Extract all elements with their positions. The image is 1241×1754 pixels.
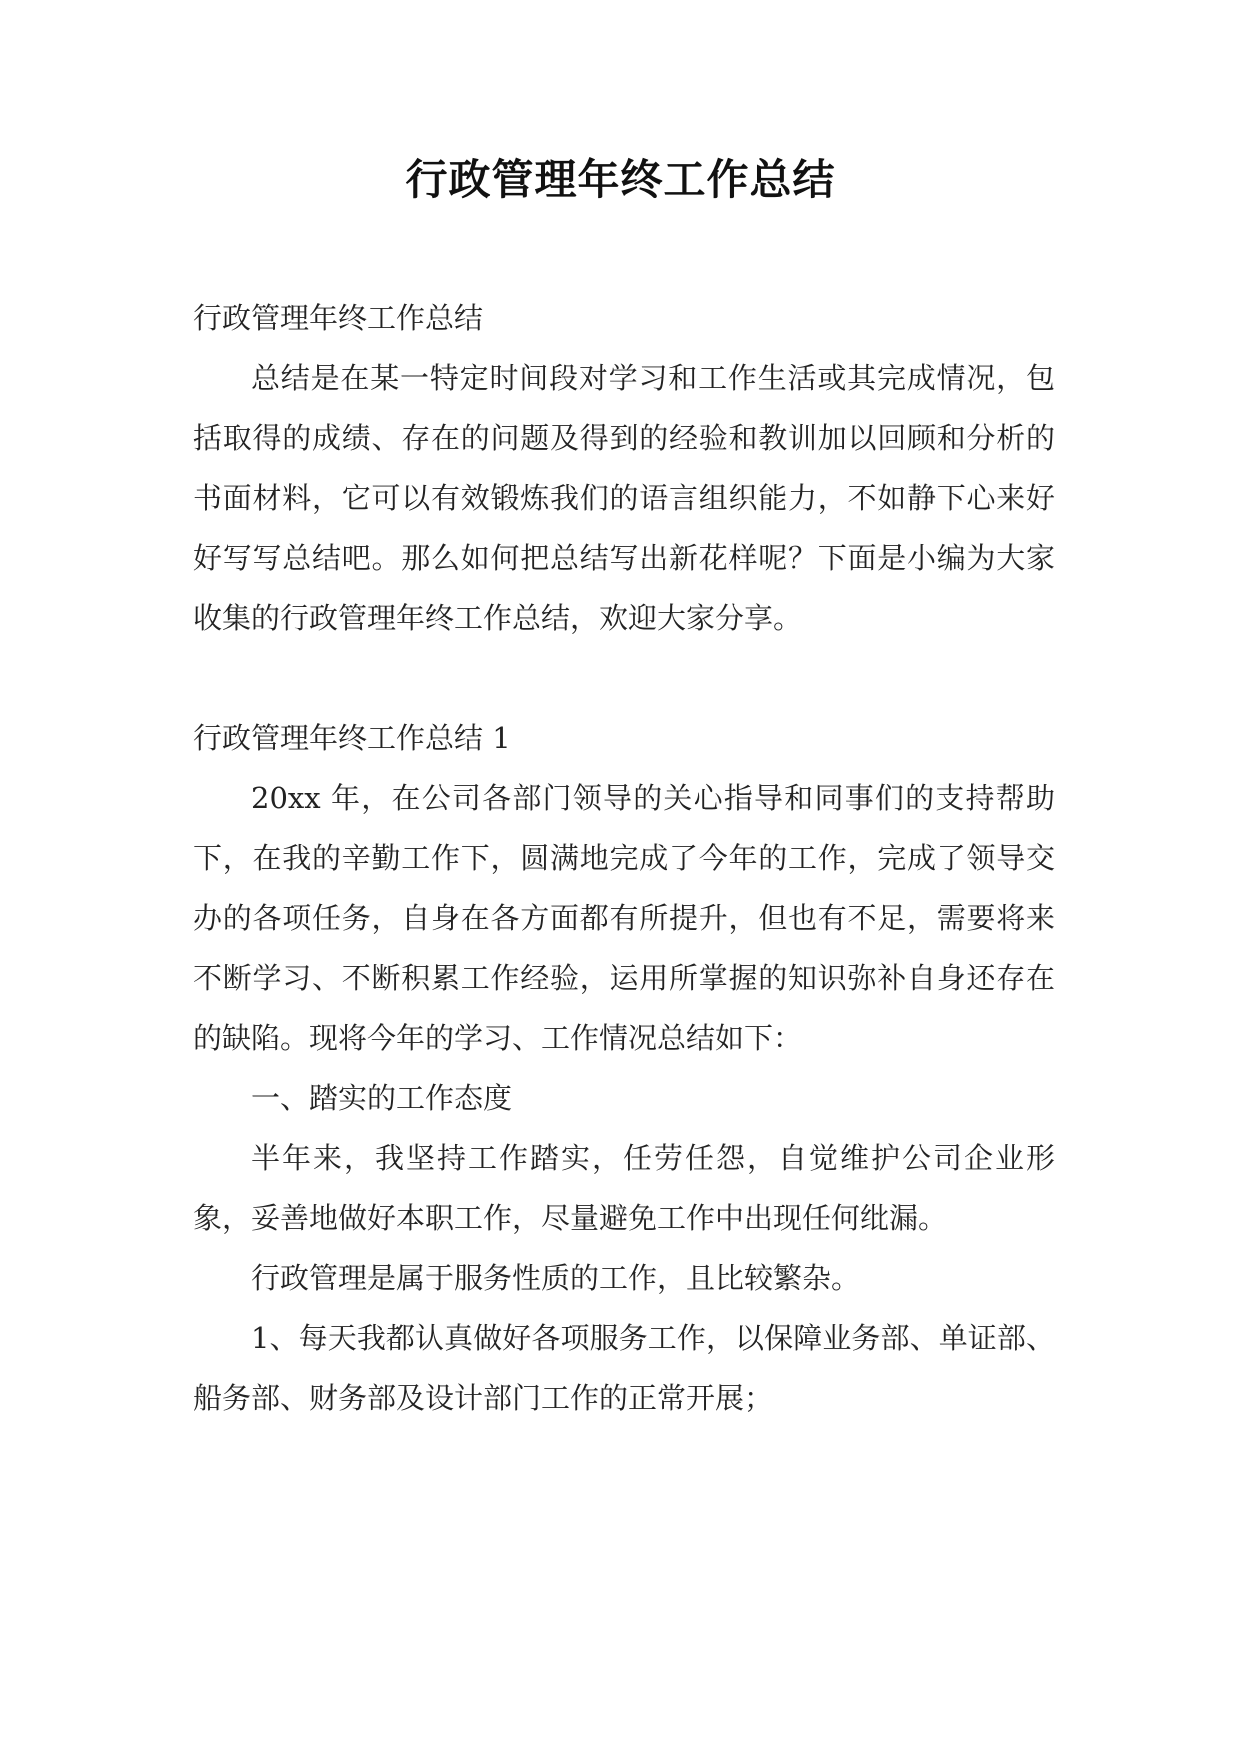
body-paragraph: 半年来，我坚持工作踏实，任劳任怨，自觉维护公司企业形象，妥善地做好本职工作，尽量避免工作中出现任何纰漏。 <box>193 1141 1055 1235</box>
subtitle-paragraph: 行政管理年终工作总结 <box>193 301 484 335</box>
subsection-heading: 一、踏实的工作态度 <box>251 1081 513 1115</box>
list-item: 1、每天我都认真做好各项服务工作，以保障业务部、单证部、船务部、财务部及设计部门工作的正常开展； <box>193 1321 1055 1415</box>
body-paragraph: 行政管理是属于服务性质的工作，且比较繁杂。 <box>251 1261 861 1295</box>
document-body <box>193 288 1055 1428</box>
section-heading: 行政管理年终工作总结 1 <box>193 721 511 755</box>
document-title: 行政管理年终工作总结 <box>405 155 836 204</box>
intro-paragraph: 总结是在某一特定时间段对学习和工作生活或其完成情况，包括取得的成绩、存在的问题及得到的经验和教训加以回顾和分析的书面材料，它可以有效锻炼我们的语言组织能力，不如静下心来好好写写总结吧。那么如何把总结写出新花样呢？下面是小编为大家收集的行政管理年终工作总结，欢迎大家分享。 <box>193 361 1055 635</box>
body-paragraph: 20xx 年，在公司各部门领导的关心指导和同事们的支持帮助下，在我的辛勤工作下，圆满地完成了今年的工作，完成了领导交办的各项任务，自身在各方面都有所提升，但也有不足，需要将来不断学习、不断积累工作经验，运用所掌握的知识弥补自身还存在的缺陷。现将今年的学习、工作情况总结如下： <box>193 781 1055 1055</box>
